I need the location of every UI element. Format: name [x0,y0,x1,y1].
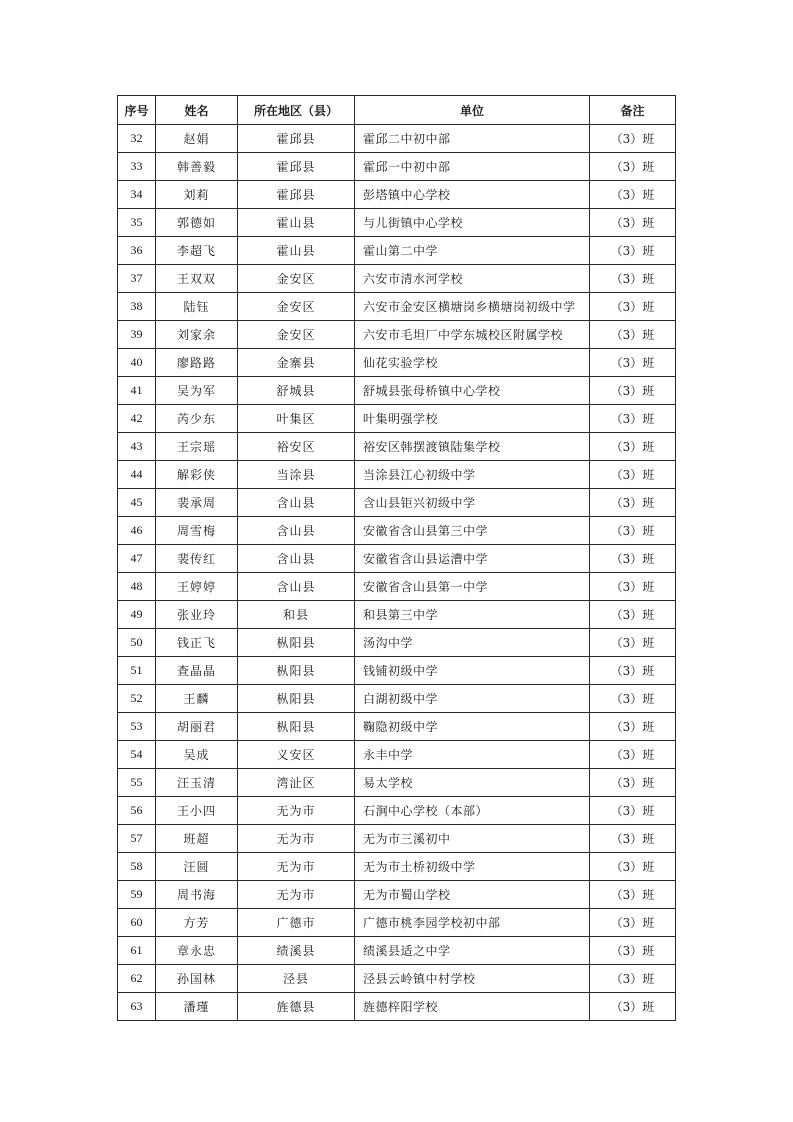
cell-unit: 石涧中心学校（本部） [355,797,590,825]
table-row [118,349,676,377]
cell-no: 63 [118,993,156,1021]
cell-no: 36 [118,237,156,265]
cell-name: 钱正飞 [156,629,238,657]
cell-unit: 泾县云岭镇中村学校 [355,965,590,993]
cell-region: 霍邱县 [238,153,355,181]
cell-note: （3）班 [590,601,676,629]
cell-unit: 白湖初级中学 [355,685,590,713]
table-row [118,657,676,685]
cell-name: 潘瑾 [156,993,238,1021]
cell-unit: 鞠隐初级中学 [355,713,590,741]
cell-no: 53 [118,713,156,741]
cell-unit: 和县第三中学 [355,601,590,629]
table-row [118,461,676,489]
cell-region: 枞阳县 [238,629,355,657]
cell-unit: 旌德梓阳学校 [355,993,590,1021]
cell-region: 义安区 [238,741,355,769]
cell-unit: 安徽省含山县运漕中学 [355,545,590,573]
cell-note: （3）班 [590,461,676,489]
roster-table [117,95,676,1021]
table-row [118,517,676,545]
cell-no: 41 [118,377,156,405]
table-row [118,209,676,237]
cell-no: 43 [118,433,156,461]
table-row [118,853,676,881]
cell-no: 51 [118,657,156,685]
cell-no: 60 [118,909,156,937]
table-row [118,181,676,209]
cell-region: 金安区 [238,293,355,321]
header-no: 序号 [118,96,156,125]
cell-note: （3）班 [590,209,676,237]
cell-region: 霍山县 [238,237,355,265]
cell-region: 金安区 [238,321,355,349]
cell-note: （3）班 [590,573,676,601]
cell-region: 枞阳县 [238,657,355,685]
cell-note: （3）班 [590,377,676,405]
table-header [118,96,676,125]
cell-region: 含山县 [238,573,355,601]
cell-name: 王小四 [156,797,238,825]
cell-region: 金安区 [238,265,355,293]
cell-no: 58 [118,853,156,881]
cell-unit: 无为市土桥初级中学 [355,853,590,881]
table-row [118,377,676,405]
cell-note: （3）班 [590,713,676,741]
cell-name: 廖路路 [156,349,238,377]
table-row [118,545,676,573]
cell-region: 枞阳县 [238,685,355,713]
cell-unit: 叶集明强学校 [355,405,590,433]
cell-note: （3）班 [590,909,676,937]
cell-no: 47 [118,545,156,573]
cell-note: （3）班 [590,993,676,1021]
cell-unit: 舒城县张母桥镇中心学校 [355,377,590,405]
cell-region: 含山县 [238,517,355,545]
cell-unit: 绩溪县适之中学 [355,937,590,965]
table-row [118,153,676,181]
cell-region: 叶集区 [238,405,355,433]
cell-note: （3）班 [590,741,676,769]
cell-name: 张业玲 [156,601,238,629]
cell-unit: 裕安区韩摆渡镇陆集学校 [355,433,590,461]
cell-no: 55 [118,769,156,797]
cell-no: 37 [118,265,156,293]
cell-name: 王宗瑶 [156,433,238,461]
cell-region: 金寨县 [238,349,355,377]
cell-unit: 六安市清水河学校 [355,265,590,293]
cell-no: 34 [118,181,156,209]
cell-name: 赵娟 [156,125,238,153]
cell-no: 46 [118,517,156,545]
table-row [118,937,676,965]
cell-unit: 仙花实验学校 [355,349,590,377]
cell-name: 芮少东 [156,405,238,433]
cell-unit: 广德市桃李园学校初中部 [355,909,590,937]
cell-unit: 无为市蜀山学校 [355,881,590,909]
table-row [118,321,676,349]
cell-no: 39 [118,321,156,349]
cell-region: 无为市 [238,881,355,909]
cell-no: 52 [118,685,156,713]
cell-note: （3）班 [590,965,676,993]
cell-no: 48 [118,573,156,601]
cell-unit: 易太学校 [355,769,590,797]
cell-no: 59 [118,881,156,909]
cell-unit: 六安市毛坦厂中学东城校区附属学校 [355,321,590,349]
cell-name: 韩善毅 [156,153,238,181]
cell-name: 汪圆 [156,853,238,881]
header-unit: 单位 [355,96,590,125]
header-note: 备注 [590,96,676,125]
cell-name: 王麟 [156,685,238,713]
cell-note: （3）班 [590,685,676,713]
table-row [118,125,676,153]
table-row [118,237,676,265]
cell-region: 无为市 [238,853,355,881]
cell-note: （3）班 [590,545,676,573]
cell-unit: 与儿街镇中心学校 [355,209,590,237]
table-row [118,601,676,629]
cell-no: 54 [118,741,156,769]
cell-region: 无为市 [238,797,355,825]
cell-name: 王婷婷 [156,573,238,601]
cell-unit: 钱铺初级中学 [355,657,590,685]
cell-no: 49 [118,601,156,629]
cell-note: （3）班 [590,433,676,461]
cell-name: 章永忠 [156,937,238,965]
cell-no: 38 [118,293,156,321]
cell-region: 和县 [238,601,355,629]
table-row [118,769,676,797]
cell-note: （3）班 [590,349,676,377]
table-row [118,489,676,517]
cell-note: （3）班 [590,517,676,545]
cell-note: （3）班 [590,181,676,209]
cell-note: （3）班 [590,321,676,349]
cell-note: （3）班 [590,237,676,265]
cell-region: 无为市 [238,825,355,853]
cell-note: （3）班 [590,853,676,881]
cell-region: 霍邱县 [238,125,355,153]
cell-unit: 含山县钜兴初级中学 [355,489,590,517]
cell-unit: 永丰中学 [355,741,590,769]
header-row [118,96,676,125]
cell-no: 44 [118,461,156,489]
header-region: 所在地区（县） [238,96,355,125]
cell-region: 舒城县 [238,377,355,405]
cell-no: 50 [118,629,156,657]
table-row [118,573,676,601]
cell-region: 当涂县 [238,461,355,489]
cell-unit: 安徽省含山县第一中学 [355,573,590,601]
cell-region: 裕安区 [238,433,355,461]
cell-unit: 六安市金安区横塘岗乡横塘岗初级中学 [355,293,590,321]
table-row [118,881,676,909]
cell-region: 广德市 [238,909,355,937]
cell-region: 霍邱县 [238,181,355,209]
cell-unit: 汤沟中学 [355,629,590,657]
cell-name: 孙国林 [156,965,238,993]
cell-name: 解彩侠 [156,461,238,489]
table-row [118,825,676,853]
cell-unit: 安徽省含山县第三中学 [355,517,590,545]
cell-region: 霍山县 [238,209,355,237]
cell-note: （3）班 [590,881,676,909]
cell-region: 旌德县 [238,993,355,1021]
cell-name: 班超 [156,825,238,853]
cell-region: 泾县 [238,965,355,993]
cell-name: 汪玉清 [156,769,238,797]
cell-no: 45 [118,489,156,517]
cell-region: 湾沚区 [238,769,355,797]
cell-note: （3）班 [590,405,676,433]
cell-name: 胡丽君 [156,713,238,741]
cell-note: （3）班 [590,125,676,153]
table-row [118,741,676,769]
cell-note: （3）班 [590,657,676,685]
table-row [118,405,676,433]
cell-name: 周书海 [156,881,238,909]
cell-name: 王双双 [156,265,238,293]
cell-name: 郭德如 [156,209,238,237]
cell-no: 57 [118,825,156,853]
cell-note: （3）班 [590,629,676,657]
cell-note: （3）班 [590,489,676,517]
cell-unit: 彭塔镇中心学校 [355,181,590,209]
cell-note: （3）班 [590,153,676,181]
cell-note: （3）班 [590,265,676,293]
cell-no: 42 [118,405,156,433]
cell-unit: 霍邱二中初中部 [355,125,590,153]
cell-note: （3）班 [590,797,676,825]
table-row [118,265,676,293]
cell-note: （3）班 [590,937,676,965]
table-row [118,713,676,741]
cell-no: 33 [118,153,156,181]
cell-no: 56 [118,797,156,825]
cell-region: 含山县 [238,489,355,517]
cell-note: （3）班 [590,769,676,797]
cell-unit: 无为市三溪初中 [355,825,590,853]
cell-unit: 霍山第二中学 [355,237,590,265]
cell-note: （3）班 [590,293,676,321]
cell-name: 周雪梅 [156,517,238,545]
table-row [118,433,676,461]
cell-name: 刘莉 [156,181,238,209]
table-row [118,629,676,657]
table-row [118,293,676,321]
cell-name: 裴传红 [156,545,238,573]
cell-unit: 霍邱一中初中部 [355,153,590,181]
table-row [118,909,676,937]
cell-no: 32 [118,125,156,153]
cell-name: 陆钰 [156,293,238,321]
cell-name: 吴成 [156,741,238,769]
cell-name: 吴为军 [156,377,238,405]
table-row [118,797,676,825]
cell-region: 枞阳县 [238,713,355,741]
cell-no: 62 [118,965,156,993]
table-body [118,125,676,1021]
cell-name: 刘家余 [156,321,238,349]
table-row [118,685,676,713]
cell-region: 含山县 [238,545,355,573]
cell-no: 40 [118,349,156,377]
cell-name: 查晶晶 [156,657,238,685]
cell-region: 绩溪县 [238,937,355,965]
table-row [118,965,676,993]
header-name: 姓名 [156,96,238,125]
cell-unit: 当涂县江心初级中学 [355,461,590,489]
cell-no: 35 [118,209,156,237]
cell-note: （3）班 [590,825,676,853]
cell-name: 李超飞 [156,237,238,265]
cell-name: 裴承周 [156,489,238,517]
cell-no: 61 [118,937,156,965]
cell-name: 方芳 [156,909,238,937]
table-row [118,993,676,1021]
